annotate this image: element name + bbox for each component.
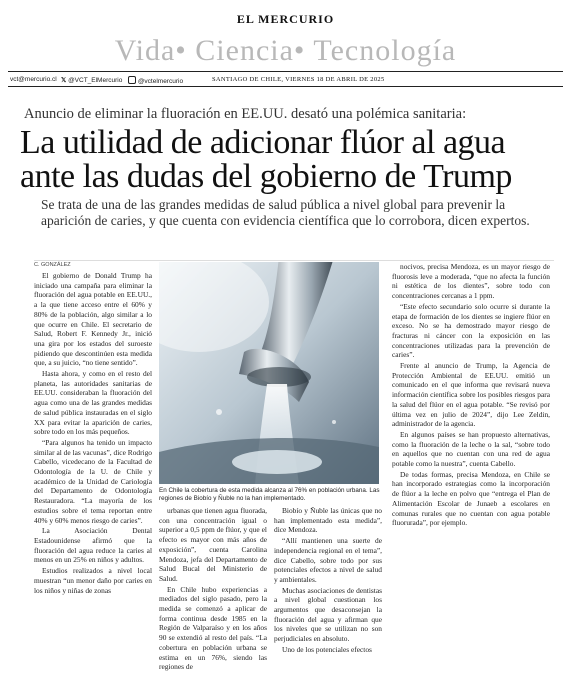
- subheadline: Se trata de una de las grandes medidas de salud pública a nivel global para prevenir la aparición de caries, y que cuenta con evidencia científica que lo corrobora, dicen expertos.: [41, 197, 530, 228]
- instagram-icon: [128, 76, 136, 84]
- paragraph: Estudios realizados a nivel local muestran “un menor daño por caries en los niños y niñas de zonas: [34, 566, 152, 595]
- paragraph: urbanas que tienen agua fluorada, con una concentración igual o superior a 0,5 ppm de flúor, y que el efecto es mayor con más años de exposición”, cuenta Carolina Mendoza, jefa del Departamento de Salud Bucal del Ministerio de Salud.: [159, 506, 267, 583]
- twitter-handle[interactable]: @VCT_ElMercurio: [68, 77, 123, 84]
- twitter-contact[interactable]: [61, 76, 122, 84]
- paragraph: De todas formas, precisa Mendoza, en Chile se han incorporado estrategias como la incorporación de flúor a la leche en polvo que “entrega el Plan de Alimentación Escolar de Junaeb a escolares en comunas rurales que no cuentan con agua potable fluorurada”, por ejemplo.: [392, 469, 550, 528]
- water-tap-image: [159, 262, 379, 484]
- section-title: Vida• Ciencia• Tecnología: [114, 34, 457, 67]
- headline: La utilidad de adicionar flúor al agua ante las dudas del gobierno de Trump: [20, 124, 512, 195]
- paragraph: “Allí mantienen una suerte de independencia regional en el tema”, dice Cabello, sobre todo por sus potenciales efectos a nivel de salud y ambientales.: [274, 536, 382, 584]
- paragraph: Frente al anuncio de Trump, la Agencia de Protección Ambiental de EE.UU. emitió un comunicado en el que informa que revisará nueva información científica sobre los posibles riesgos para la salud del flúor en el agua potable. “Se revisó por última vez en julio de 2024”, dijo Lee Zeldin, administrador de la agencia.: [392, 361, 550, 429]
- article-column-3: [274, 506, 382, 656]
- email-text[interactable]: vct@mercurio.cl: [10, 76, 57, 83]
- paragraph: Uno de los potenciales efectos: [282, 644, 372, 654]
- dateline: SANTIAGO DE CHILE, VIERNES 18 DE ABRIL DE 2025: [212, 76, 385, 83]
- paragraph: nocivos, precisa Mendoza, es un mayor riesgo de fluorosis leve a moderada, “que no afecta la función ni estética de los dientes”, sobre todo con concentraciones cercanas a 1 ppm.: [392, 262, 550, 301]
- paragraph: En algunos países se han propuesto alternativas, como la fluoración de la leche o la sal, “sobre todo en aquellos que no cuentan con una red de agua potable como la nuestra”, cuenta Cabello.: [392, 429, 550, 469]
- paragraph: La Asociación Dental Estadounidense afirmó que la fluoración del agua reduce la caries al menos en un 25% en niños y adultos.: [34, 526, 152, 565]
- masthead: EL MERCURIO: [236, 12, 335, 26]
- kicker: Anuncio de eliminar la fluoración en EE.UU. desató una polémica sanitaria:: [24, 106, 467, 122]
- paragraph: Hasta ahora, y como en el resto del planeta, las autoridades sanitarias de EE.UU. consideraban la fluoración del agua como una de las grandes medidas de salud pública instauradas en el siglo XX para evitar la aparición de caries, sobre todo en los más pequeños.: [34, 369, 152, 437]
- paragraph: El gobierno de Donald Trump ha iniciado una campaña para eliminar la fluoración del agua potable en EE.UU., a la que tiene acceso entre el 60% y 80% de la población, algo similar a lo que ocurre en Chile. El secretario de Salud, Robert F. Kennedy Jr., inició una gira por los estados del suroeste pidiendo que descontinúen esta medida que, a su juicio, “no tiene sentido”.: [34, 271, 152, 368]
- paragraph: Biobío y Ñuble las únicas que no han implementado esta medida”, dice Mendoza.: [274, 506, 382, 535]
- photo-caption: En Chile la cobertura de esta medida alcanza al 76% en población urbana. Las regiones de Biobío y Ñuble no la han implementado.: [159, 487, 380, 502]
- paragraph: En Chile hubo experiencias a mediados del siglo pasado, pero la medida se comenzó a aplicar de forma continua desde 1985 en la Región de Valparaíso y en los años 90 se extendió al resto del país. “La cobertura en población urbana se estima en un 76%, siendo las regiones de: [159, 584, 267, 672]
- article-column-4: [392, 262, 550, 529]
- header-rule-top: [8, 71, 563, 72]
- email-contact[interactable]: [10, 76, 57, 83]
- paragraph: Muchas asociaciones de dentistas a nivel global cuestionan los argumentos que desaconsejan la fluoración del agua y afirman que los niveles que se utilizan no son perjudiciales en absoluto.: [274, 585, 382, 644]
- article-column-2: [159, 506, 267, 673]
- x-icon: 𝕏: [61, 77, 67, 84]
- divider: [34, 260, 554, 261]
- instagram-handle[interactable]: @vctelmercurio: [137, 78, 184, 85]
- instagram-contact[interactable]: [128, 76, 183, 85]
- paragraph: “Este efecto secundario solo ocurre si durante la etapa de formación de los dientes se ingiere flúor en exceso. No se ha demostrado mayor riesgo de fracturas ni cáncer con la exposición en las concentraciones utilizadas para la prevención de caries”.: [392, 301, 550, 360]
- paragraph: “Para algunos ha tenido un impacto similar al de las vacunas”, dice Rodrigo Cabello, vicedecano de la Facultad de Odontología de la U. de Chile y académico de la Unidad de Cariología del Departamento de Odontología Restauradora. “La mayoría de los estudios sobre el tema reportan entre 40% y 60% menos riesgo de caries”.: [34, 437, 152, 525]
- article-column-1: [34, 271, 152, 596]
- header-rule-bottom: [8, 86, 563, 87]
- photo-water-tap: [159, 262, 379, 484]
- byline: C. GONZÁLEZ: [34, 262, 71, 268]
